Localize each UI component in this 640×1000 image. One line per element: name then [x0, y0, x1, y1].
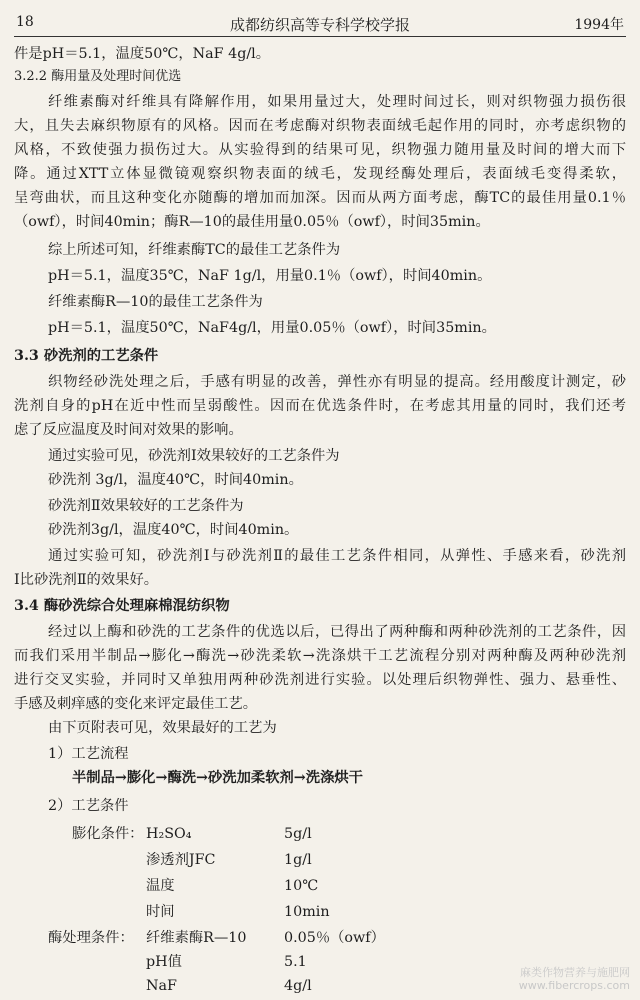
paragraph-line: 织物经砂洗处理之后，手感有明显的改善，弹性亦有明显的提高。经用酸度计测定，砂: [48, 374, 626, 390]
process-conditions-r10: pH＝5.1，温度50℃，NaF4g/l，用量0.05％（owf），时间35min。: [48, 320, 496, 336]
section-heading-3-4: 3.4 酶砂洗综合处理麻棉混纺织物: [14, 598, 230, 614]
paragraph-line: 进行交叉实验，并同时又单独用两种砂洗剂进行实验。以处理后织物弹性、强力、悬垂性、: [14, 672, 626, 688]
paragraph-line: 件是pH＝5.1，温度50℃，NaF 4g/l。: [14, 46, 271, 62]
paragraph-line: 通过实验可见，砂洗剂Ⅰ效果较好的工艺条件为: [48, 448, 340, 464]
condition-name: 渗透剂JFC: [146, 852, 216, 868]
paragraph-line: 纤维素酶R—10的最佳工艺条件为: [48, 294, 263, 310]
condition-value: 0.05％（owf）: [284, 930, 385, 946]
condition-value: 5g/l: [284, 826, 312, 842]
paragraph-line: Ⅰ比砂洗剂Ⅱ的效果好。: [14, 572, 159, 588]
paragraph-line: 风格，不致使强力损伤过大。从实验得到的结果可见，织物强力随用量及时间的增大而下: [14, 142, 626, 158]
condition-value: 1g/l: [284, 852, 312, 868]
condition-value: 4g/l: [284, 978, 312, 994]
condition-name: pH值: [146, 954, 182, 970]
watermark-url: www.fibercrops.com: [518, 979, 630, 992]
list-item-process-flow: 1）工艺流程: [48, 746, 129, 762]
paragraph-line: 而我们采用半制品→膨化→酶洗→砂洗柔软→洗涤烘干工艺流程分别对两种酶及两种砂洗剂: [14, 648, 626, 664]
publication-year: 1994年: [574, 17, 624, 33]
paragraph-line: 经过以上酶和砂洗的工艺条件的优选以后，已得出了两种酶和两种砂洗剂的工艺条件，因: [48, 624, 626, 640]
paragraph-line: 洗剂自身的pH在近中性而呈弱酸性。因而在优选条件时，在考虑其用量的同时，我们还考: [14, 398, 626, 414]
paragraph-line: 呈弯曲状，而且这种变化亦随酶的增加而加深。因而从两方面考虑，酶TC的最佳用量0.1％: [14, 190, 626, 206]
page-number: 18: [16, 14, 34, 30]
paragraph-line: 降。通过XTT立体显微镜观察织物表面的绒毛，发现经酶处理后，表面绒毛变得柔软，: [14, 166, 626, 182]
condition-value: 10min: [284, 904, 330, 920]
swell-conditions-label: 膨化条件：: [72, 826, 144, 842]
condition-name: NaF: [146, 978, 177, 994]
paragraph-line: 砂洗剂Ⅱ效果较好的工艺条件为: [48, 498, 244, 514]
condition-name: 时间: [146, 904, 175, 920]
condition-name: 纤维素酶R—10: [146, 930, 247, 946]
process-conditions-tc: pH＝5.1，温度35℃，NaF 1g/l，用量0.1％（owf），时间40min。: [48, 268, 492, 284]
journal-title: 成都纺织高等专科学校学报: [229, 16, 410, 34]
condition-name: 温度: [146, 878, 175, 894]
condition-name: H₂SO₄: [146, 826, 192, 842]
paragraph-line: 砂洗剂3g/l，温度40℃，时间40min。: [48, 522, 299, 538]
paragraph-line: （owf），时间40min；酶R—10的最佳用量0.05％（owf），时间35min。: [14, 214, 490, 230]
list-item-process-conditions: 2）工艺条件: [48, 798, 129, 814]
paragraph-line: 通过实验可知，砂洗剂Ⅰ与砂洗剂Ⅱ的最佳工艺条件相同，从弹性、手感来看，砂洗剂: [48, 548, 626, 564]
paragraph-line: 综上所述可知，纤维素酶TC的最佳工艺条件为: [48, 242, 341, 258]
section-heading-3-2-2: 3.2.2 酶用量及处理时间优选: [14, 69, 182, 84]
condition-value: 5.1: [284, 954, 307, 970]
condition-value: 10℃: [284, 878, 319, 894]
paragraph-line: 大，且失去麻织物原有的风格。因而在考虑酶对织物表面绒毛起作用的同时，亦考虑织物的: [14, 118, 626, 134]
paragraph-line: 砂洗剂 3g/l，温度40℃，时间40min。: [48, 472, 303, 488]
paragraph-line: 手感及刺痒感的变化来评定最佳工艺。: [14, 696, 258, 712]
section-heading-3-3: 3.3 砂洗剂的工艺条件: [14, 348, 159, 364]
watermark-title: 麻类作物营养与施肥网: [520, 966, 630, 979]
process-flow: 半制品→膨化→酶洗→砂洗加柔软剂→洗涤烘干: [72, 770, 363, 786]
paragraph-line: 虑了反应温度及时间对效果的影响。: [14, 422, 243, 438]
watermark: [519, 966, 630, 992]
enzyme-conditions-label: 酶处理条件：: [48, 930, 134, 946]
paragraph-line: 纤维素酶对纤维具有降解作用，如果用量过大，处理时间过长，则对织物强力损伤很: [48, 94, 626, 110]
paragraph-line: 由下页附表可见，效果最好的工艺为: [48, 720, 277, 736]
page-header: [14, 10, 626, 37]
